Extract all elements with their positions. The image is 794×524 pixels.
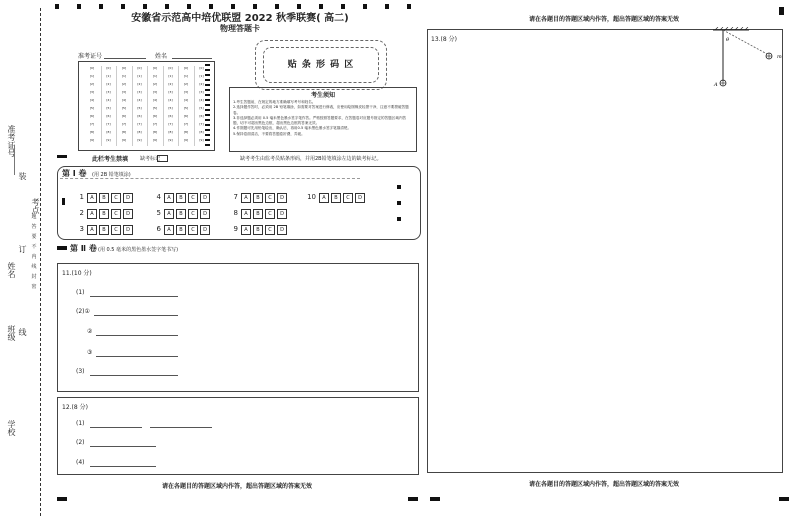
q11-part-2a: (2)① — [76, 308, 90, 315]
zkzh-line[interactable] — [104, 58, 146, 59]
zkzh-label: 准考证号 — [78, 53, 103, 60]
zkzh-digit-bubble[interactable]: [1] — [152, 74, 158, 78]
zkzh-digit-bubble[interactable]: [2] — [137, 82, 142, 86]
mcq-option-bubble[interactable]: C — [111, 209, 121, 219]
section-2-note: (用 0.5 毫米的黑色墨水签字笔书写) — [98, 247, 179, 253]
mcq-option-bubble[interactable]: C — [265, 225, 275, 235]
mcq-question-number: 3 — [79, 225, 84, 233]
footer-warning-left: 请在各题目的答题区域内作答，超出答题区域的答案无效 — [161, 483, 312, 490]
page-title: 安徽省示范高中培优联盟 2022 秋季联赛( 高二) — [131, 13, 349, 24]
zkzh-digit-bubble[interactable]: [8] — [152, 130, 158, 134]
zkzh-digit-bubble[interactable]: [7] — [199, 122, 204, 126]
q11-part-2b: ② — [87, 328, 93, 335]
header-warning-right: 请在各题目的答题区域内作答，超出答题区域的答案无效 — [528, 16, 679, 23]
zkzh-digit-bubble[interactable]: [7] — [152, 122, 158, 126]
q11-title: 11.(10 分) — [62, 270, 92, 277]
cut-mark-ding: 订 — [18, 245, 27, 253]
angle-label: θ — [726, 37, 730, 43]
q13-answer-box[interactable] — [427, 29, 783, 473]
zkzh-digit-column — [85, 66, 99, 146]
mcq-option-bubble[interactable]: D — [123, 225, 133, 235]
q11-line-3[interactable] — [90, 375, 178, 376]
mcq-option-bubble[interactable]: D — [355, 193, 365, 203]
zkzh-digit-bubble[interactable]: [3] — [152, 90, 158, 94]
zkzh-digit-bubble[interactable]: [5] — [137, 106, 142, 110]
mcq-option-bubble[interactable]: D — [277, 193, 287, 203]
mcq-question-number: 8 — [233, 209, 238, 217]
mcq-option-bubble[interactable]: B — [331, 193, 341, 203]
q12-title: 12.(8 分) — [62, 404, 88, 411]
q11-line-1[interactable] — [90, 296, 178, 297]
zkzh-digit-bubble[interactable]: [0] — [168, 66, 173, 70]
mcq-question-number: 6 — [156, 225, 161, 233]
mcq-question-number: 9 — [233, 225, 238, 233]
mcq-option-bubble[interactable]: B — [253, 193, 263, 203]
zkzh-digit-bubble[interactable]: [1] — [106, 74, 111, 78]
mcq-question-row — [147, 216, 212, 235]
q11-part-2c: ③ — [87, 349, 93, 356]
zkzh-digit-bubble[interactable]: [2] — [199, 82, 204, 86]
zkzh-digit-bubble[interactable]: [1] — [199, 74, 204, 78]
zkzh-digit-bubble[interactable]: [1] — [121, 74, 127, 78]
zkzh-digit-bubble[interactable]: [8] — [137, 130, 142, 134]
zkzh-digit-bubble[interactable]: [8] — [121, 130, 127, 134]
zkzh-digit-bubble[interactable]: [0] — [137, 66, 142, 70]
zkzh-digit-bubble[interactable]: [1] — [168, 74, 173, 78]
zkzh-digit-bubble[interactable]: [4] — [152, 98, 158, 102]
mcq-option-bubble[interactable]: A — [87, 193, 97, 203]
zkzh-digit-bubble[interactable]: [4] — [121, 98, 127, 102]
notice-item: 3.非选择题必须用 0.5 毫米黑色墨水签字笔作答。严格按照答题要求，在答题卷对应题号指定的答题区域内答题，切不可超出黑色边框，超出黑色边框的答案无效。 — [233, 115, 407, 126]
zkzh-digit-bubble[interactable]: [2] — [168, 82, 173, 86]
q12-part-4: (4) — [76, 459, 85, 466]
mcq-option-bubble[interactable]: C — [265, 193, 275, 203]
mcq-option-bubble[interactable]: C — [188, 225, 198, 235]
q11-line-2c[interactable] — [96, 356, 178, 357]
mcq-option-bubble[interactable]: D — [123, 193, 133, 203]
mcq-question-number: 7 — [233, 193, 238, 201]
mcq-option-bubble[interactable]: A — [241, 225, 251, 235]
mcq-option-bubble[interactable]: A — [241, 193, 251, 203]
mcq-question-number: 4 — [156, 193, 161, 201]
cut-mark-zhuang: 装 — [18, 172, 27, 180]
mcq-option-bubble[interactable]: D — [277, 209, 287, 219]
zkzh-digit-bubble[interactable]: [6] — [183, 114, 189, 118]
zkzh-digit-bubble[interactable]: [9] — [121, 138, 127, 142]
zkzh-digit-bubble[interactable]: [5] — [106, 106, 111, 110]
zkzh-digit-bubble[interactable]: [6] — [152, 114, 158, 118]
zkzh-digit-bubble[interactable]: [4] — [106, 98, 111, 102]
zkzh-digit-bubble[interactable]: [5] — [199, 106, 204, 110]
section-2-title: 第 Ⅱ 卷 — [70, 244, 97, 253]
zkzh-digit-bubble[interactable]: [5] — [152, 106, 158, 110]
barcode-label: 贴 条 形 码 区 — [287, 60, 355, 70]
mcq-option-bubble[interactable]: A — [241, 209, 251, 219]
mcq-option-bubble[interactable]: C — [343, 193, 353, 203]
zkzh-digit-bubble[interactable]: [3] — [121, 90, 127, 94]
zkzh-digit-bubble[interactable]: [1] — [137, 74, 142, 78]
sidebar-label-school: 学校 — [7, 420, 16, 436]
zkzh-digit-bubble[interactable]: [7] — [137, 122, 142, 126]
notice-title: 考生须知 — [310, 92, 335, 99]
absent-note: 缺考考生由监考员贴条形码，并用2B铅笔填涂左边的缺考标记。 — [240, 156, 382, 162]
zkzh-digit-column — [163, 66, 178, 146]
zkzh-digit-column — [116, 66, 131, 146]
zkzh-digit-bubble[interactable]: [6] — [137, 114, 142, 118]
zkzh-digit-bubble[interactable]: [4] — [183, 98, 189, 102]
name-label: 姓名 — [155, 53, 168, 60]
mcq-option-bubble[interactable]: B — [99, 225, 109, 235]
zkzh-digit-bubble[interactable]: [9] — [199, 138, 204, 142]
mcq-option-bubble[interactable]: D — [200, 193, 210, 203]
zkzh-digit-bubble[interactable]: [2] — [152, 82, 158, 86]
cut-line — [40, 8, 41, 516]
zkzh-digit-bubble[interactable]: [4] — [199, 98, 204, 102]
zkzh-digit-bubble[interactable]: [6] — [199, 114, 204, 118]
zkzh-digit-bubble[interactable]: [0] — [121, 66, 127, 70]
zkzh-digit-bubble[interactable]: [4] — [137, 98, 142, 102]
sidebar-exam-room: 考点 — [31, 198, 40, 214]
zkzh-digit-bubble[interactable]: [2] — [121, 82, 127, 86]
footer-warning-right: 请在各题目的答题区域内作答，超出答题区域的答案无效 — [528, 481, 679, 488]
q11-answer-box[interactable] — [57, 263, 419, 392]
mcq-option-bubble[interactable]: D — [200, 225, 210, 235]
mcq-option-bubble[interactable]: C — [188, 193, 198, 203]
q12-answer-box[interactable] — [57, 397, 419, 475]
zkzh-digit-bubble[interactable]: [5] — [168, 106, 173, 110]
mcq-option-bubble[interactable]: C — [265, 209, 275, 219]
mcq-question-row — [70, 216, 135, 235]
zkzh-digit-bubble[interactable]: [0] — [199, 66, 204, 70]
zkzh-digit-bubble[interactable]: [7] — [121, 122, 127, 126]
mcq-question-row — [224, 216, 289, 235]
zkzh-digit-bubble[interactable]: [6] — [89, 114, 95, 118]
zkzh-digit-bubble[interactable]: [3] — [89, 90, 95, 94]
mcq-option-bubble[interactable]: A — [319, 193, 329, 203]
mass-label: m — [777, 54, 782, 60]
zkzh-digit-bubble[interactable]: [3] — [183, 90, 189, 94]
mcq-option-bubble[interactable]: A — [164, 193, 174, 203]
zkzh-digit-bubble[interactable]: [9] — [106, 138, 111, 142]
mcq-option-bubble[interactable]: A — [87, 209, 97, 219]
zkzh-digit-column — [178, 66, 193, 146]
deflected-string — [723, 30, 767, 54]
q12-line-2[interactable] — [90, 446, 156, 447]
mcq-option-bubble[interactable]: A — [164, 225, 174, 235]
mcq-option-bubble[interactable]: D — [277, 225, 287, 235]
zkzh-digit-bubble[interactable]: [8] — [199, 130, 204, 134]
zkzh-bubble-grid[interactable] — [78, 61, 215, 151]
mcq-option-bubble[interactable]: B — [99, 209, 109, 219]
grid-side-marks — [205, 64, 210, 146]
zkzh-digit-bubble[interactable]: [6] — [168, 114, 173, 118]
q12-line-1a[interactable] — [90, 427, 142, 428]
mcq-option-bubble[interactable]: D — [123, 209, 133, 219]
mcq-option-bubble[interactable]: A — [164, 209, 174, 219]
zkzh-digit-bubble[interactable]: [8] — [89, 130, 95, 134]
zkzh-digit-bubble[interactable]: [5] — [183, 106, 189, 110]
zkzh-digit-bubble[interactable]: [0] — [89, 66, 95, 70]
zkzh-digit-column — [147, 66, 162, 146]
mcq-option-bubble[interactable]: C — [111, 193, 121, 203]
zkzh-digit-bubble[interactable]: [7] — [168, 122, 173, 126]
q11-line-2b[interactable] — [96, 335, 178, 336]
zkzh-digit-column — [101, 66, 116, 146]
cut-mark-xian: 线 — [18, 328, 27, 336]
mcq-question-row — [302, 184, 367, 203]
mcq-question-number: 10 — [307, 193, 316, 201]
zkzh-digit-column — [132, 66, 147, 146]
zkzh-digit-bubble[interactable]: [3] — [199, 90, 204, 94]
zkzh-digit-bubble[interactable]: [2] — [89, 82, 95, 86]
notice-item: 5.保持卷面清洁，不要将答题卷折叠，弄破。 — [233, 131, 305, 136]
zkzh-digit-bubble[interactable]: [7] — [106, 122, 111, 126]
zkzh-digit-bubble[interactable]: [5] — [89, 106, 95, 110]
zkzh-digit-bubble[interactable]: [9] — [168, 138, 173, 142]
mcq-option-bubble[interactable]: C — [188, 209, 198, 219]
mcq-option-bubble[interactable]: A — [87, 225, 97, 235]
sidebar-label-class: 班级 — [7, 325, 16, 341]
q12-line-1b[interactable] — [150, 427, 212, 428]
q11-part-1: (1) — [76, 289, 85, 296]
zkzh-digit-bubble[interactable]: [9] — [183, 138, 189, 142]
notice-list — [230, 99, 416, 138]
sidebar-label-name: 姓名 — [7, 262, 16, 278]
mcq-option-bubble[interactable]: C — [111, 225, 121, 235]
barcode-area — [263, 47, 379, 83]
zkzh-digit-bubble[interactable]: [7] — [89, 122, 95, 126]
page-subtitle: 物理答题卡 — [220, 24, 260, 33]
mcq-question-number: 5 — [156, 209, 161, 217]
mcq-question-number: 2 — [79, 209, 84, 217]
zkzh-digit-bubble[interactable]: [3] — [137, 90, 142, 94]
notice-box — [229, 87, 417, 152]
zkzh-digit-bubble[interactable]: [6] — [121, 114, 127, 118]
zkzh-digit-bubble[interactable]: [5] — [121, 106, 127, 110]
zkzh-digit-bubble[interactable]: [4] — [168, 98, 173, 102]
zkzh-digit-bubble[interactable]: [2] — [183, 82, 189, 86]
q12-part-1: (1) — [76, 420, 85, 427]
zkzh-digit-bubble[interactable]: [1] — [183, 74, 189, 78]
q12-line-4[interactable] — [90, 466, 156, 467]
q13-title: 13.(8 分) — [431, 36, 457, 43]
zkzh-digit-bubble[interactable]: [3] — [168, 90, 173, 94]
zkzh-digit-bubble[interactable]: [4] — [89, 98, 95, 102]
mcq-option-bubble[interactable]: B — [176, 209, 186, 219]
q11-line-2a[interactable] — [94, 315, 178, 316]
notice-item: 2.选择题作答时，必须用 2B 铅笔填涂，如需要对答案进行修改，应使用绘图橡皮轻擦干净，注意不要擦破答题卷。 — [233, 105, 409, 115]
mcq-option-bubble[interactable]: B — [176, 193, 186, 203]
zkzh-digit-bubble[interactable]: [2] — [106, 82, 111, 86]
sidebar-label-zkzh: 准考证号 — [7, 125, 16, 157]
notice-item: 1.考生答题前，在规定的地方准确填写考号和姓名。 — [233, 100, 316, 104]
sidebar-fine-print: 题 答 要 不 内 线 封 密 — [31, 214, 37, 290]
zkzh-digit-bubble[interactable]: [9] — [89, 138, 95, 142]
section-1-note: (用 2B 铅笔填涂) — [92, 172, 131, 178]
zkzh-digit-bubble[interactable]: [0] — [183, 66, 189, 70]
zkzh-digit-bubble[interactable]: [0] — [152, 66, 158, 70]
q11-part-3: (3) — [76, 368, 85, 375]
zkzh-digit-bubble[interactable]: [9] — [152, 138, 158, 142]
section-1-title: 第 Ⅰ 卷 — [62, 169, 87, 178]
zkzh-digit-bubble[interactable]: [0] — [106, 66, 111, 70]
mcq-option-bubble[interactable]: B — [253, 225, 263, 235]
zkzh-digit-bubble[interactable]: [8] — [183, 130, 189, 134]
mcq-option-bubble[interactable]: B — [99, 193, 109, 203]
zkzh-digit-bubble[interactable]: [8] — [106, 130, 111, 134]
notice-item: 4.作图题可先用铅笔绘出，确认后，再用0.5 毫米黑色墨水签字笔描清楚。 — [233, 126, 352, 131]
absent-mark-box[interactable] — [157, 155, 168, 162]
name-line[interactable] — [172, 58, 212, 59]
point-a-label: A — [714, 82, 718, 88]
mcq-option-bubble[interactable]: B — [253, 209, 263, 219]
q13-figure — [705, 27, 785, 91]
absent-mark-label: 缺考标记 — [140, 156, 161, 162]
zkzh-digit-bubble[interactable]: [9] — [137, 138, 142, 142]
zkzh-digit-bubble[interactable]: [7] — [183, 122, 189, 126]
zkzh-digit-bubble[interactable]: [6] — [106, 114, 111, 118]
mcq-option-bubble[interactable]: B — [176, 225, 186, 235]
zkzh-digit-bubble[interactable]: [3] — [106, 90, 111, 94]
zkzh-digit-bubble[interactable]: [8] — [168, 130, 173, 134]
mcq-question-number: 1 — [79, 193, 84, 201]
zkzh-digit-bubble[interactable]: [1] — [89, 74, 95, 78]
q12-part-2: (2) — [76, 439, 85, 446]
absent-label: 此栏考生禁填 — [92, 156, 129, 163]
mcq-option-bubble[interactable]: D — [200, 209, 210, 219]
